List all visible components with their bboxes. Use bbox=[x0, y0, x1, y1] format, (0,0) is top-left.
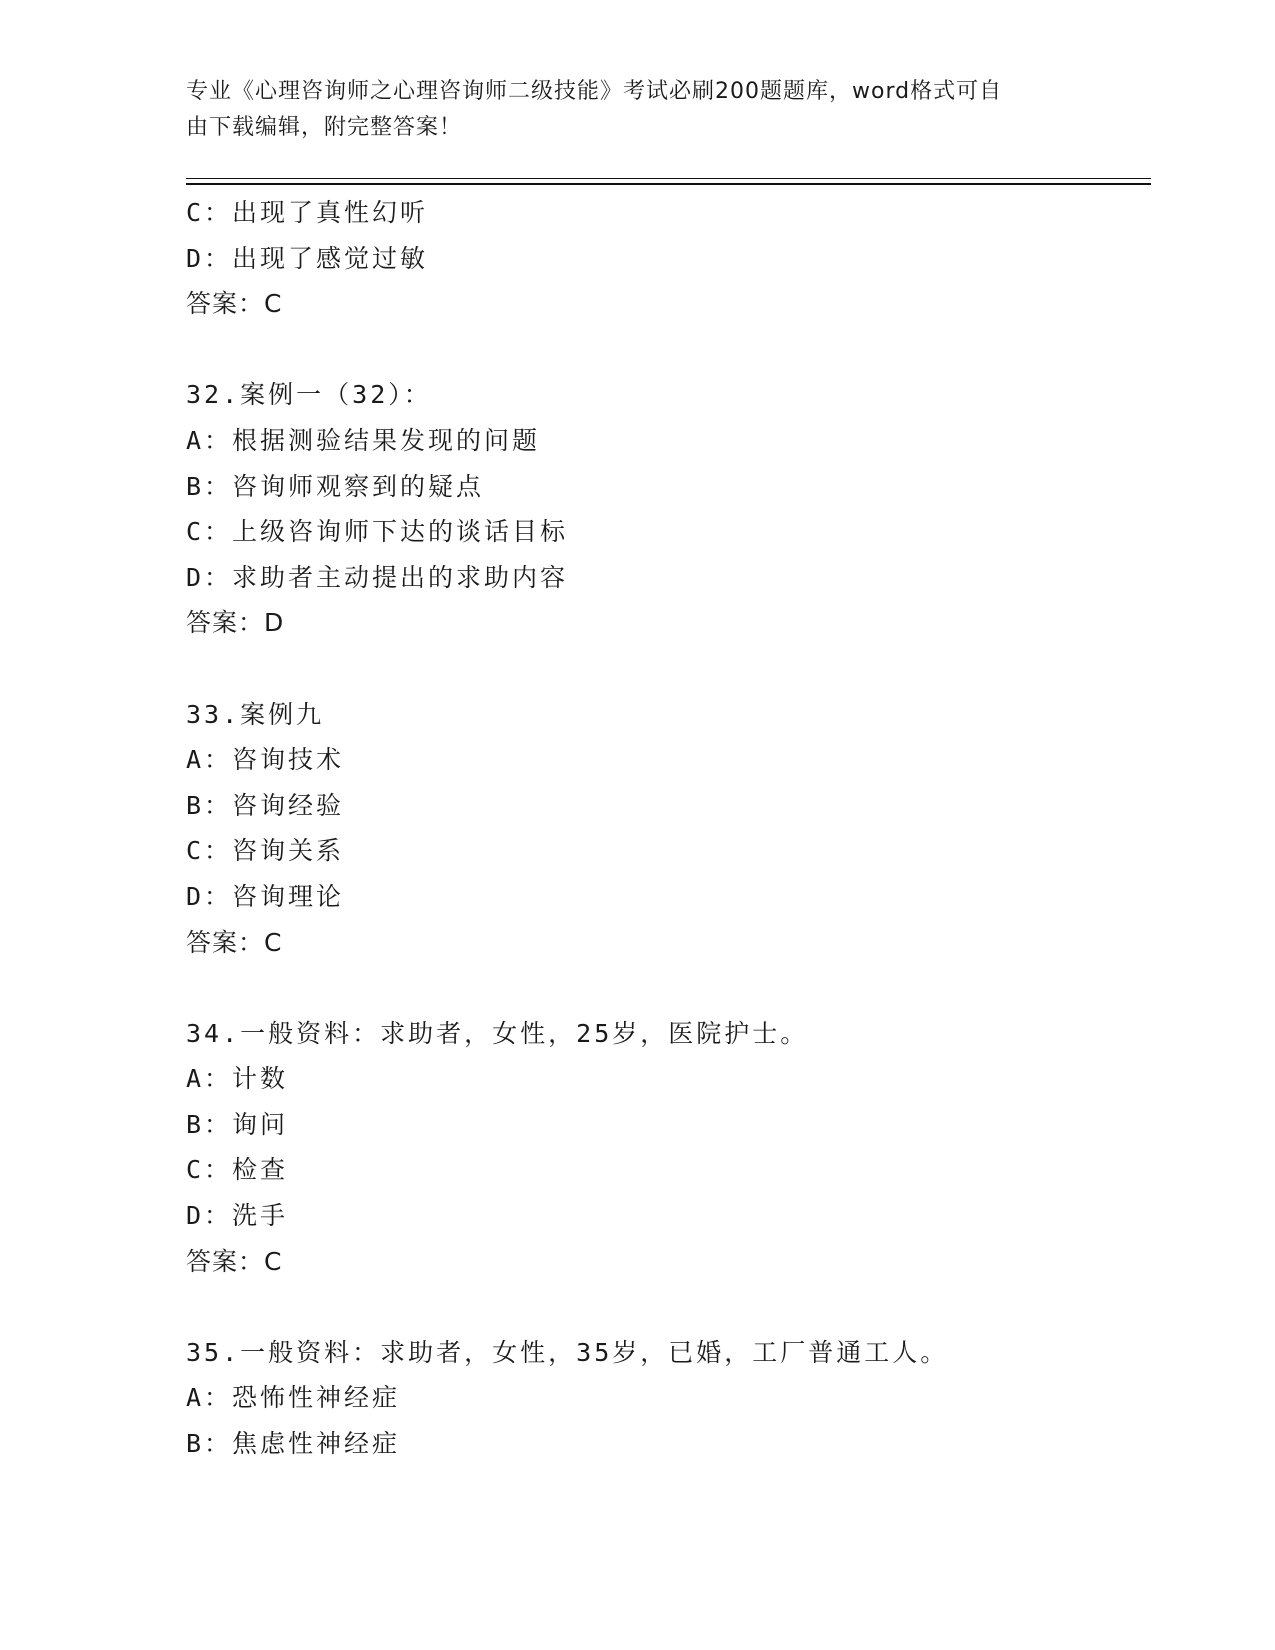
option-a: A：根据测验结果发现的问题 bbox=[186, 425, 541, 455]
question-list bbox=[186, 190, 1146, 1467]
header-divider-thick bbox=[186, 183, 1151, 185]
header-divider-thin bbox=[186, 178, 1151, 179]
answer-text: 答案：C bbox=[186, 289, 283, 319]
option-b: B：咨询师观察到的疑点 bbox=[186, 471, 485, 501]
answer-text: 答案：C bbox=[186, 927, 283, 957]
question-block-33 bbox=[186, 692, 1146, 966]
option-a: A：计数 bbox=[186, 1064, 289, 1094]
spacer bbox=[186, 1284, 1146, 1330]
option-c: C：咨询关系 bbox=[186, 836, 345, 866]
document-header bbox=[186, 74, 1066, 146]
option-d: D：洗手 bbox=[186, 1201, 289, 1231]
option-d: D：咨询理论 bbox=[186, 881, 345, 911]
option-b: B：焦虑性神经症 bbox=[186, 1429, 401, 1459]
question-title: 35.一般资料：求助者，女性，35岁，已婚，工厂普通工人。 bbox=[186, 1337, 949, 1367]
option-a: A：恐怖性神经症 bbox=[186, 1383, 401, 1413]
question-block-32 bbox=[186, 372, 1146, 646]
option-c: C：上级咨询师下达的谈话目标 bbox=[186, 517, 569, 547]
answer-text: 答案：C bbox=[186, 1246, 283, 1276]
question-title: 32.案例一（32）： bbox=[186, 380, 432, 410]
header-line-2: 由下载编辑，附完整答案！ bbox=[186, 115, 463, 140]
spacer bbox=[186, 965, 1146, 1011]
option-c: C：出现了真性幻听 bbox=[186, 198, 429, 227]
question-title: 33.案例九 bbox=[186, 699, 325, 729]
spacer bbox=[186, 327, 1146, 373]
header-line-1: 专业《心理咨询师之心理咨询师二级技能》考试必刷200题题库，word格式可自 bbox=[186, 79, 1003, 104]
option-c: C：检查 bbox=[186, 1155, 289, 1185]
option-a: A：咨询技术 bbox=[186, 745, 345, 775]
option-d: D：求助者主动提出的求助内容 bbox=[186, 562, 569, 592]
answer-text: 答案：D bbox=[186, 608, 285, 638]
question-block-prev bbox=[186, 190, 1146, 327]
question-block-35 bbox=[186, 1330, 1146, 1467]
option-d: D：出现了感觉过敏 bbox=[186, 243, 429, 273]
question-block-34 bbox=[186, 1011, 1146, 1285]
option-b: B：咨询经验 bbox=[186, 790, 345, 820]
option-b: B：询问 bbox=[186, 1109, 289, 1139]
question-title: 34.一般资料：求助者，女性，25岁，医院护士。 bbox=[186, 1018, 809, 1048]
spacer bbox=[186, 646, 1146, 692]
